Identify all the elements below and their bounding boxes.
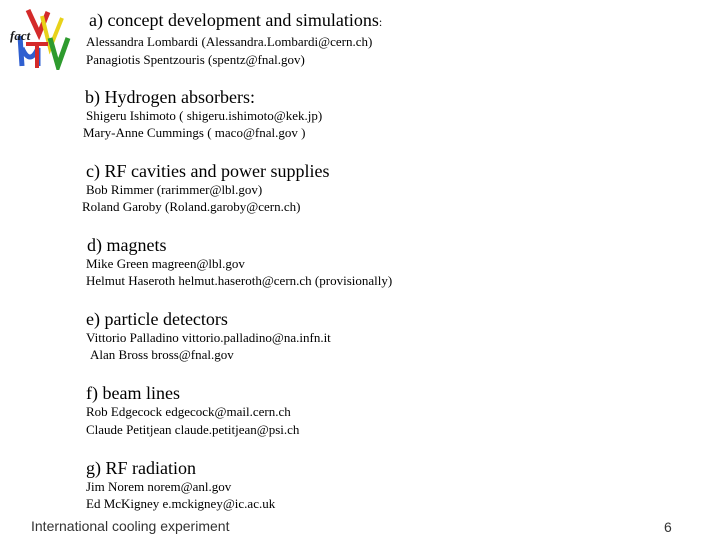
section-heading: [89, 10, 382, 32]
section-heading: g) RF radiation: [86, 458, 196, 478]
footer-title: International cooling experiment: [31, 518, 230, 534]
section-heading: f) beam lines: [86, 383, 180, 403]
contact-line: Bob Rimmer (rarimmer@lbl.gov): [86, 182, 263, 197]
contact-line: Ed McKigney e.mckigney@ic.ac.uk: [86, 496, 276, 511]
contact-line: Panagiotis Spentzouris (spentz@fnal.gov): [86, 52, 305, 67]
section-heading-colon: :: [378, 15, 383, 29]
contact-line: Vittorio Palladino vittorio.palladino@na.infn.it: [86, 330, 331, 345]
contact-line: Alessandra Lombardi (Alessandra.Lombardi@cern.ch): [86, 34, 373, 49]
logo-green-nu: [50, 38, 68, 66]
nufact-logo-graphic: [8, 8, 74, 70]
nufact-logo: [8, 8, 74, 70]
logo-text: fact: [10, 28, 31, 43]
contact-line: Helmut Haseroth helmut.haseroth@cern.ch (provisionally): [86, 273, 393, 288]
section-heading: d) magnets: [87, 235, 167, 255]
contact-line: Rob Edgecock edgecock@mail.cern.ch: [86, 404, 291, 419]
contact-line: Claude Petitjean claude.petitjean@psi.ch: [86, 422, 300, 437]
contact-line: Jim Norem norem@anl.gov: [86, 479, 232, 494]
contact-line: Mike Green magreen@lbl.gov: [86, 256, 245, 271]
section-heading-text: a) concept development and simulations: [89, 10, 379, 30]
section-heading: b) Hydrogen absorbers:: [85, 87, 255, 107]
contact-line: Alan Bross bross@fnal.gov: [90, 347, 234, 362]
contact-line: Mary-Anne Cummings ( maco@fnal.gov ): [83, 125, 306, 140]
section-heading: c) RF cavities and power supplies: [86, 161, 330, 181]
section-heading: e) particle detectors: [86, 309, 228, 329]
page-number: 6: [664, 519, 672, 535]
contact-line: Shigeru Ishimoto ( shigeru.ishimoto@kek.jp): [86, 108, 323, 123]
contact-line: Roland Garoby (Roland.garoby@cern.ch): [82, 199, 301, 214]
